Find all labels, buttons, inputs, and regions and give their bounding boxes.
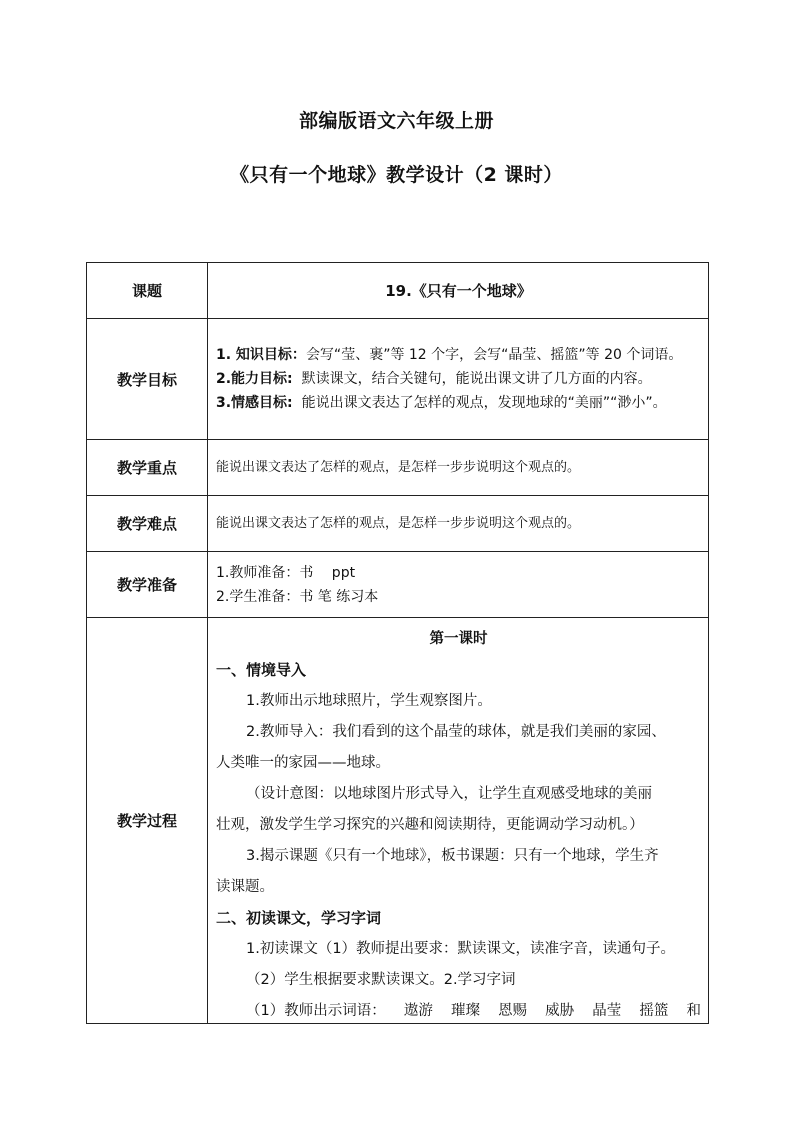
goal-text: 能说出课文表达了怎样的观点，发现地球的“美丽”“渺小”。 (301, 395, 667, 411)
document-title: 部编版语文六年级上册 (298, 110, 494, 132)
vocab-word: 威胁 (545, 1003, 575, 1019)
section-heading: 二、初读课文，学习字词 (216, 909, 382, 927)
table-row-key-points (87, 440, 709, 496)
key-points-value: 能说出课文表达了怎样的观点，是怎样一步步说明这个观点的。 (216, 459, 581, 475)
vocab-word: 摇篮 (639, 1003, 669, 1019)
process-line: 2.教师导入：我们看到的这个晶莹的球体，就是我们美丽的家园、 (246, 724, 666, 740)
key-points-cell (208, 440, 709, 496)
goal-prefix: 3.情感目标: (216, 395, 293, 411)
table-row-goals (87, 319, 709, 440)
goal-prefix: 2.能力目标: (216, 371, 293, 387)
lesson-plan-table (86, 262, 709, 1024)
process-line: 3.揭示课题《只有一个地球》，板书课题：只有一个地球，学生齐 (246, 848, 659, 864)
vocab-word: 遨游 (403, 1003, 433, 1019)
table-row-process (87, 618, 709, 1024)
preparation-teacher: 1.教师准备：书 ppt (216, 564, 356, 581)
difficulties-value: 能说出课文表达了怎样的观点，是怎样一步步说明这个观点的。 (216, 515, 581, 531)
goal-item-ability (216, 367, 701, 391)
difficulties-cell (208, 496, 709, 552)
process-line: （设计意图：以地球图片形式导入，让学生直观感受地球的美丽 (246, 786, 652, 802)
process-cell (208, 618, 709, 1024)
section-heading: 一、情境导入 (216, 661, 307, 679)
goal-text: 默读课文，结合关键句，能说出课文讲了几方面的内容。 (301, 371, 652, 387)
process-line: 壮观，激发学生学习探究的兴趣和阅读期待，更能调动学习动机。） (216, 817, 644, 833)
table-row-difficulties (87, 496, 709, 552)
vocab-intro: （1）教师出示词语： (246, 1003, 386, 1019)
table-row-topic (87, 263, 709, 319)
goal-text: 会写“莹、裹”等 12 个字，会写“晶莹、摇篮”等 20 个词语。 (305, 347, 683, 363)
topic-value: 19.《只有一个地球》 (385, 282, 532, 300)
goals-cell (208, 319, 709, 440)
difficulties-label: 教学难点 (87, 496, 208, 552)
goal-item-emotion (216, 391, 701, 415)
lesson-heading: 第一课时 (429, 631, 488, 647)
process-line: 读课题。 (216, 879, 274, 895)
document-subtitle: 《只有一个地球》教学设计（2 课时） (230, 164, 563, 186)
topic-cell (208, 263, 709, 319)
vocab-word: 恩赐 (498, 1003, 528, 1019)
key-points-label: 教学重点 (87, 440, 208, 496)
goal-item-knowledge (216, 343, 701, 367)
vocab-line (216, 996, 701, 1023)
process-label: 教学过程 (87, 618, 208, 1024)
topic-label: 课题 (87, 263, 208, 319)
vocab-word: 晶莹 (592, 1003, 622, 1019)
process-line: 1.教师出示地球照片，学生观察图片。 (246, 693, 492, 709)
goals-label: 教学目标 (87, 319, 208, 440)
process-line: 人类唯一的家园——地球。 (216, 755, 390, 771)
preparation-cell (208, 552, 709, 618)
preparation-label: 教学准备 (87, 552, 208, 618)
process-line: （2）学生根据要求默读课文。2.学习字词 (246, 972, 516, 988)
vocab-word: 和 (686, 1003, 701, 1019)
table-row-preparation (87, 552, 709, 618)
process-content (216, 618, 701, 1023)
vocab-word: 璀璨 (450, 1003, 480, 1019)
goal-prefix: 1. 知识目标： (216, 347, 306, 363)
process-line: 1.初读课文（1）教师提出要求：默读课文，读准字音，读通句子。 (246, 941, 676, 957)
preparation-student: 2.学生准备：书 笔 练习本 (216, 588, 379, 605)
